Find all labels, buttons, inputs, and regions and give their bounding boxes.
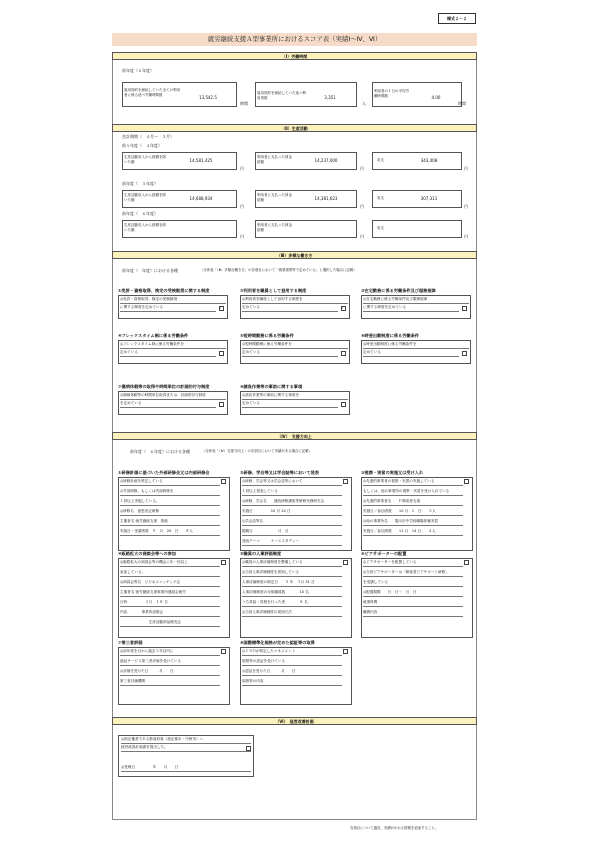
- support-item-line: 福祉サービス第三者評価を受けている: [120, 658, 220, 666]
- support-item-line: ◎商談会等名 ビジネスマッチング会: [120, 579, 220, 587]
- r1-income-label: 生産活動収入から経費を除いた額: [124, 155, 166, 164]
- support-item-title: ②研修、学会等又は学会誌等において発表: [240, 470, 319, 475]
- work-style-title: ①免許・資格取得、検定の受検勧奨に関する制度: [118, 288, 210, 293]
- section-1-header: （Ⅰ）労働時間: [112, 52, 477, 60]
- work-style-title: ②利用者を職員として登用する制度: [240, 288, 307, 293]
- footnote: 各項目について適宜、実績がわかる情報を追加すること。: [350, 826, 439, 830]
- form-number: 様式２－２: [438, 13, 476, 24]
- year-3-label: 前年度（ ６年度）: [122, 211, 158, 216]
- sec6-checkbox[interactable]: [246, 746, 251, 751]
- work-style-checkbox[interactable]: [462, 351, 467, 356]
- support-item-line: 人事評価制度の制定日 ５ 年 ３月 31 日: [242, 579, 342, 587]
- work-style-line-2: 定めている: [120, 349, 216, 357]
- work-style-line-2: 定めている: [242, 304, 338, 312]
- section-2-header: （Ⅱ）生産活動: [112, 124, 477, 132]
- support-item-line: ◎認証を受けた日 月 日: [242, 668, 342, 676]
- support-item-title: ⑤職員の人事評価制度: [240, 551, 282, 556]
- work-style-line-1: ◎フレックスタイム制に係る労働条件を: [120, 341, 226, 349]
- support-item-line: 内容 事業所説明会: [120, 609, 220, 617]
- r2-diff-unit: 円: [464, 204, 468, 209]
- support-item-checkbox[interactable]: [221, 649, 226, 654]
- document-title: 就労継続支援Ａ型事業所におけるスコア表（実績Ⅰ～Ⅳ、Ⅵ）: [112, 33, 477, 46]
- support-item-line: ◎研修名 意思決定研修: [120, 508, 220, 516]
- work-style-line-2: 定めている: [242, 400, 338, 408]
- support-item-line: ◎外部研修、もしくは内部研修を: [120, 488, 220, 496]
- support-item-line: 生産活動商品販売会: [120, 619, 220, 627]
- avg-hours-label: 利用者の１日の平均労働時間数: [374, 89, 409, 98]
- sec6-line-1: ◎指定権者である都道府県（指定都市・中核市）へ: [121, 736, 251, 744]
- r1-income-unit: 円: [240, 166, 244, 171]
- support-item-line: １回以上発表している: [242, 488, 342, 496]
- support-item-line: ◎先進的事業者の視察・実習の実施している: [363, 478, 463, 486]
- support-item-title: ①研修計画に基づいた外部研修会又は内部研修会: [118, 470, 210, 475]
- support-item-line: 規格等の認証を受けている: [242, 658, 342, 666]
- avg-hours-unit: 時間: [458, 101, 466, 106]
- work-style-title: ④フレックスタイム制に係る労働条件: [118, 333, 189, 338]
- support-item-line: ◎先進的事業者名 Ｆ障害者支援: [363, 498, 463, 506]
- sec3-intro-note: （全体表「（Ⅲ）多様な働き方」の各項目において「就業規則等で定めている」と選択した場合に記載）: [200, 268, 357, 272]
- sec1-prev-year: 前年度（６年度）: [122, 68, 154, 73]
- work-style-checkbox[interactable]: [462, 306, 467, 311]
- r1-income-value: 14,581,425: [189, 158, 213, 163]
- work-style-title: ⑤短時間勤務に係る労働条件: [240, 333, 294, 338]
- support-item-line: 掲載日 月 日: [242, 528, 342, 536]
- labor-hours-unit: 時間: [240, 101, 248, 106]
- support-item-line: うち昇給・昇格を行った者 ８ 名: [242, 599, 342, 607]
- support-item-line: ◎当該人事評価制度を周知している: [242, 569, 342, 577]
- r2-diff-value: 307,311: [420, 196, 438, 201]
- check-mark-icon: ✓: [219, 305, 223, 310]
- support-item-line: ◎研修、学会等又は学会誌等において: [242, 478, 342, 486]
- support-item-title: ③視察・実習の実施又は受け入れ: [361, 470, 424, 475]
- r2-wage-unit: 円: [360, 204, 364, 209]
- r3-diff-cell: [372, 220, 462, 238]
- support-item-title: ④販路拡大の商談会等への参加: [118, 551, 176, 556]
- support-item-line: 人事評価制度の対象職員数 10 名: [242, 589, 342, 597]
- r1-diff-value: 343,408: [420, 158, 438, 163]
- users-value: 3,351: [324, 95, 336, 100]
- work-style-title: ⑥時差出勤制度に係る労働条件: [361, 333, 419, 338]
- support-item-line: ◎販路拡大の商談会等の機会に年一回以上: [120, 559, 220, 567]
- work-style-line-1: ◎傷病休暇等の時間単位取得または、計画的付与制度: [120, 392, 226, 400]
- work-style-title: ⑧請負作業等の事前に関する事項: [240, 384, 303, 389]
- work-style-line-2: 定めている: [363, 349, 459, 357]
- r1-diff-label: 収支: [377, 158, 384, 162]
- support-item-title: ⑥ピアサポーターの配置: [361, 551, 407, 556]
- section-3-header: （Ⅲ）多様な働き方: [112, 251, 477, 259]
- support-item-line: もしくは、他の事業所の視察・実習を受け入れている: [363, 488, 463, 496]
- work-style-checkbox[interactable]: [341, 402, 346, 407]
- work-style-line-1: ◎短時間勤務に係る労働条件を: [242, 341, 348, 349]
- r2-income-unit: 円: [240, 204, 244, 209]
- support-item-line: 発表テーマ ケーススタディー: [242, 538, 342, 546]
- support-item-line: 規格等の内容: [242, 678, 342, 686]
- support-item-line: 日時 ２月 １８ 日: [120, 599, 220, 607]
- work-style-line-2: に関する制度を定めている: [120, 304, 216, 312]
- sec4-intro: 前年度（ ６年度）における各種: [130, 449, 190, 454]
- work-style-line-1: ◎請負作業等の事前に関する事項を: [242, 392, 348, 400]
- r3-income-unit: 円: [240, 234, 244, 239]
- r2-diff-label: 収支: [377, 196, 384, 200]
- sec4-intro-note: （全体表「（Ⅳ）支援力向上」の各項目において実績がある場合に記載）: [202, 449, 312, 453]
- labor-hours-label: 雇用契約を締結していた全ての利用者に係る延べ労働時間数: [124, 88, 180, 97]
- section-6-header: （Ⅵ） 経営改善計画: [112, 717, 477, 725]
- work-style-line-2: を定めている: [120, 400, 216, 408]
- support-item-line: ◎職員の人事評価制度を整備している: [242, 559, 342, 567]
- r3-diff-unit: 円: [464, 234, 468, 239]
- support-item-line: １回以上実施している。: [120, 498, 220, 506]
- support-item-title: ⑧国際標準化規格が定めた認証等の取得: [240, 640, 315, 645]
- support-item-line: 参加している。: [120, 569, 220, 577]
- year-1-label: 前々年度（ ４年度）: [122, 143, 162, 148]
- work-style-line-2: に関する制度を定めている: [363, 304, 459, 312]
- support-item-line: 就業時間: [363, 599, 463, 607]
- support-item-line: ◎他の事業所名 場川市中学校職場体験実習: [363, 518, 463, 526]
- support-item-line: ◎配置期間 日 日～ 日 日: [363, 589, 463, 597]
- support-item-line: 実施日／参加者数 10 月 1 日 ５人: [363, 508, 463, 516]
- work-style-checkbox[interactable]: [341, 351, 346, 356]
- work-style-line-1: ◎在宅勤務に係る労働条件及び服務規律: [363, 296, 469, 304]
- work-style-line-1: ◎時差出勤制度に係る労働条件を: [363, 341, 469, 349]
- support-item-line: 実施日 10 月 24 日: [242, 508, 342, 516]
- support-item-line: 実施日／参加者数 11 月 14 日 ４人: [363, 528, 463, 536]
- r3-diff-label: 収支: [377, 226, 384, 230]
- support-item-checkbox[interactable]: [343, 649, 348, 654]
- users-unit: 人: [362, 101, 366, 106]
- work-style-line-1: ◎免許・資格取得、検定の受検勧奨: [120, 296, 226, 304]
- support-item-line: ◎ＩＳＯが制定したマネジメント: [242, 648, 342, 656]
- support-item-checkbox[interactable]: [221, 560, 226, 565]
- r2-wage-value: 14,381,623: [314, 196, 338, 201]
- support-item-checkbox[interactable]: [221, 479, 226, 484]
- support-item-checkbox[interactable]: [343, 479, 348, 484]
- check-mark-icon: ✓: [341, 305, 345, 310]
- users-label: 雇用契約を締結していた延べ利用者数: [257, 91, 306, 100]
- support-item-line: ◎ピアサポーターを配置している: [363, 559, 463, 567]
- support-item-line: 主催者名 就労継続支援 推進: [120, 518, 220, 526]
- r2-wage-label: 利用者に支払った賃金総額: [257, 193, 292, 202]
- work-style-checkbox[interactable]: [219, 402, 224, 407]
- r3-wage-label: 利用者に支払った賃金総額: [257, 223, 292, 232]
- work-style-title: ③在宅勤務に係る労働条件及び服務規律: [361, 288, 436, 293]
- work-style-line-2: 定めている: [242, 349, 338, 357]
- work-style-line-1: ◎利用者を職員として登用する制度を: [242, 296, 348, 304]
- support-item-line: 主催者名 就労継続支援事業所連絡会就労: [120, 589, 220, 597]
- support-item-line: 職務内容: [363, 609, 463, 617]
- avg-hours-value: 4.00: [431, 95, 441, 100]
- support-item-title: ⑦第三者評価: [118, 640, 143, 645]
- r1-wage-unit: 円: [360, 166, 364, 171]
- support-item-line: ◎前年度を目から過去３年以内に: [120, 648, 220, 656]
- r2-income-label: 生産活動収入から経費を除いた額: [124, 193, 166, 202]
- r1-wage-label: 利用者に支払った賃金総額: [257, 155, 292, 164]
- support-item-checkbox[interactable]: [343, 560, 348, 565]
- support-item-line: ◎研修計画を策定している: [120, 478, 220, 486]
- support-item-line: ◎学会誌等名: [242, 518, 342, 526]
- work-style-checkbox[interactable]: [219, 351, 224, 356]
- support-item-checkbox[interactable]: [464, 479, 469, 484]
- section-4-header: （Ⅳ） 支援力向上: [112, 432, 477, 440]
- r3-income-label: 生産活動収入から経費を除いた額: [124, 223, 166, 232]
- support-item-line: ◎研修、学会名 連続研修講座等研修実務研究会: [242, 498, 342, 506]
- support-item-line: ◎当該人事評価制度の周知方法: [242, 609, 342, 617]
- r1-diff-unit: 円: [464, 166, 468, 171]
- r3-wage-unit: 円: [360, 234, 364, 239]
- support-item-line: 第三者評価機関: [120, 678, 220, 686]
- sec3-intro: 前年度（ 年度）における各種: [122, 268, 178, 273]
- r1-wage-value: 14,237,000: [314, 158, 338, 163]
- work-style-title: ⑦傷病休暇等の取得や時間単位の計画的付与制度: [118, 384, 210, 389]
- labor-hours-value: 13,542.5: [199, 95, 217, 100]
- support-item-line: ◎評価を受けた日 月 日: [120, 668, 220, 676]
- support-item-line: 実施日・受講者数 ９ 月 20 日 ８人: [120, 528, 220, 536]
- support-item-checkbox[interactable]: [464, 560, 469, 565]
- support-item-line: を受講している: [363, 579, 463, 587]
- sec6-line-2: 経営改善計画書を提出した。: [121, 744, 251, 752]
- sec6-line-3: ◎受理日 年 月 日: [121, 764, 251, 772]
- support-item-line: ◎当該ピアサポーターは「障害者ピアサポート研修」: [363, 569, 463, 577]
- r2-income-value: 14,688,934: [189, 196, 213, 201]
- year-2-label: 前年度（ ５年度）: [122, 181, 158, 186]
- accounting-period: 会計期間（ ４月～ ３月）: [122, 134, 174, 139]
